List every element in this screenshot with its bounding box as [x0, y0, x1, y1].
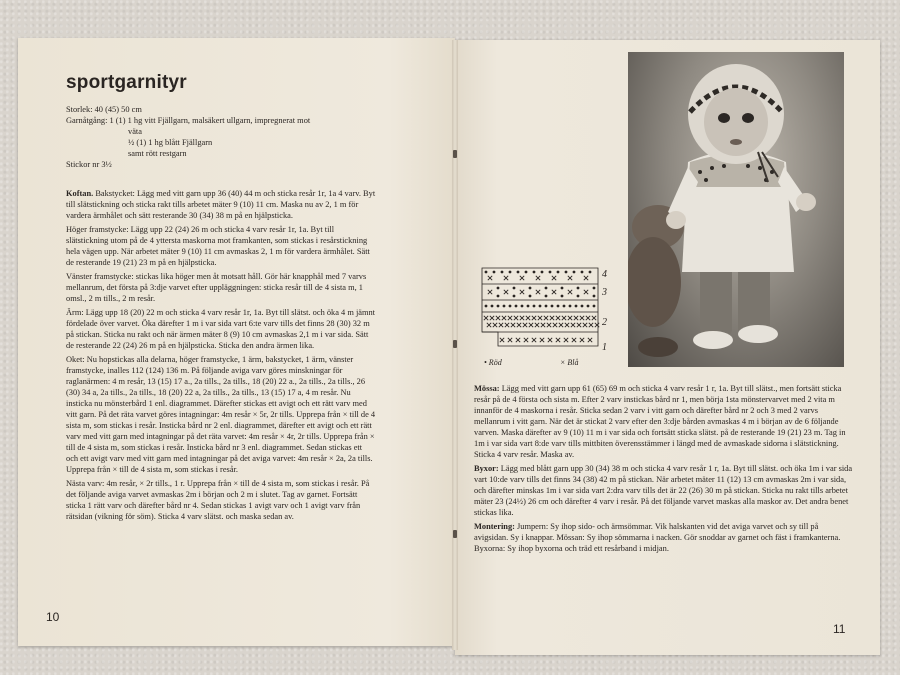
instruction-paragraph	[66, 354, 376, 475]
chart-blue-stitch	[544, 316, 548, 320]
yarn-line-2: väta	[128, 127, 142, 136]
chart-blue-stitch	[562, 316, 566, 320]
paragraph-text: Lägg med vitt garn upp 61 (65) 69 m och sticka 4 varv resår 1 r, 1a. Byt till slätst., men fortsätt sticka resår på de 4 första och sista m. Efter 2 varv instickas bård nr 1, men börja 1sta mönstervarvet med 2 vita m innanför de 4 maskorna i resår. Sticka sedan 2 varv i vitt garn och därefter bård nr 2 och 3 med 2 varvs mellanrum i vitt garn. När det är stickat 2 varv efter den 3:dje bården avmaskas 4 m i början av de 6 följande varven. Maska därefter av 9 (10) 11 m i var sida och fortsätt sticka slätst. på de resterande 19 (21) 23 m. Tag in 1m i var sida vart 8:de varv tills mittbiten överensstämmer i längd med de avmaskade sidorna i slätstickning. Sticka 4 varv resår. Maska av.	[474, 384, 846, 459]
paragraph-lead: Mössa:	[474, 384, 500, 393]
chart-blue-stitch	[490, 316, 494, 320]
chart-blue-stitch	[550, 316, 554, 320]
legend-red: • Röd	[484, 358, 502, 367]
chart-blue-stitch	[532, 316, 536, 320]
chart-red-stitch	[503, 305, 506, 308]
chart-blue-stitch	[589, 323, 593, 327]
chart-red-stitch	[513, 287, 516, 290]
instruction-paragraph	[66, 224, 376, 268]
chart-blue-stitch	[552, 290, 556, 294]
chart-blue-stitch	[500, 338, 504, 342]
chart-red-stitch	[533, 305, 536, 308]
instruction-paragraph	[66, 188, 376, 221]
chart-blue-stitch	[484, 316, 488, 320]
staple-middle	[453, 340, 457, 348]
chart-blue-stitch	[568, 276, 572, 280]
chart-red-stitch	[509, 305, 512, 308]
chart-red-stitch	[525, 271, 528, 274]
paragraph-text: Bakstycket: Lägg med vitt garn upp 36 (40) 44 m och sticka resår 1r, 1a 4 varv. Byt till slätstickning och sticka rakt tills arbetet mäter 9 (10) 11 cm. Maska nu av 2, 1 m för vardera ärmhålet och sätt resterande 30 (34) 38 m på en hjälpsticka.	[66, 189, 376, 220]
paragraph-text: Vänster framstycke: stickas lika höger men åt motsatt håll. Gör här knapphål med 7 varvs mellanrum, det första på 3:dje varvet efter uppläggningen: sticka resår till de 4 sista m, 1 omsl., 2 m tills., 2 m resår.	[66, 272, 367, 303]
paragraph-text: Nästa varv: 4m resår, × 2r tills., 1 r. Upprepa från × till de 4 sista m, som stickas i resår. På det följande aviga varvet avmaskas 2m i början och 2 m i slutet. Tag av garnet. Fortsätt sticka 1 rätt varv och därefter bård nr 4. Sedan stickas 1 avigt varv och 1 avigt varv från rätsidan (vikning för söm). Sticka 4 varv slätst. och maska sedan av.	[66, 479, 370, 521]
chart-blue-stitch	[541, 323, 545, 327]
chart-blue-stitch	[584, 276, 588, 280]
pattern-spec	[66, 104, 396, 170]
chart-blue-stitch	[535, 323, 539, 327]
chart-red-stitch	[497, 295, 500, 298]
chart-red-stitch	[593, 295, 596, 298]
chart-red-stitch	[501, 271, 504, 274]
chart-red-stitch	[545, 287, 548, 290]
chart-blue-stitch	[508, 316, 512, 320]
chart-blue-stitch	[556, 338, 560, 342]
chart-blue-stitch	[538, 316, 542, 320]
chart-blue-stitch	[540, 338, 544, 342]
chart-row-1-label: 1	[602, 342, 607, 353]
chart-blue-stitch	[524, 338, 528, 342]
chart-red-stitch	[513, 295, 516, 298]
chart-red-stitch	[509, 271, 512, 274]
chart-blue-stitch	[588, 338, 592, 342]
chart-red-stitch	[533, 271, 536, 274]
chart-red-stitch	[569, 305, 572, 308]
staple-top	[453, 150, 457, 158]
chart-blue-stitch	[583, 323, 587, 327]
chart-blue-stitch	[571, 323, 575, 327]
paragraph-lead: Koftan.	[66, 189, 94, 198]
chart-blue-stitch	[586, 316, 590, 320]
chart-red-stitch	[575, 305, 578, 308]
left-instructions	[66, 188, 376, 525]
chart-blue-stitch	[511, 323, 515, 327]
legend-blue: × Blå	[560, 358, 579, 367]
paragraph-text: Ärm: Lägg upp 18 (20) 22 m och sticka 4 varv resår 1r, 1a. Byt till slätst. och öka 4 m jämnt fördelade över varvet. Öka därefter 1 m i var sida vart 6:te varv tills det finns 28 (30) 32 m på stickan. Sticka nu rakt och när ärmen mäter 8 (9) 10 cm avmaskas 2,1 m i var sida. Sätt de resterande 22 (24) 26 m på en hjälpsticka. Sticka den andra ärmen lika.	[66, 308, 376, 350]
chart-red-stitch	[589, 271, 592, 274]
chart-red-stitch	[517, 271, 520, 274]
chart-red-stitch	[545, 295, 548, 298]
chart-red-stitch	[577, 295, 580, 298]
chart-blue-stitch	[584, 290, 588, 294]
chart-blue-stitch	[504, 276, 508, 280]
chart-blue-stitch	[529, 323, 533, 327]
chart-red-stitch	[593, 287, 596, 290]
instruction-paragraph	[66, 478, 376, 522]
chart-blue-stitch	[580, 338, 584, 342]
chart-blue-stitch	[493, 323, 497, 327]
chart-blue-stitch	[488, 276, 492, 280]
staple-bottom	[453, 530, 457, 538]
yarn-line-4: samt rött restgarn	[128, 149, 187, 158]
chart-blue-stitch	[520, 290, 524, 294]
chart-red-stitch	[497, 287, 500, 290]
chart-red-stitch	[551, 305, 554, 308]
chart-red-stitch	[561, 287, 564, 290]
chart-blue-stitch	[565, 323, 569, 327]
chart-blue-stitch	[536, 276, 540, 280]
chart-blue-stitch	[517, 323, 521, 327]
colorwork-chart	[478, 262, 618, 372]
chart-blue-stitch	[572, 338, 576, 342]
chart-red-stitch	[497, 305, 500, 308]
chart-blue-stitch	[559, 323, 563, 327]
page-number-left: 10	[46, 610, 60, 624]
chart-blue-stitch	[520, 276, 524, 280]
chart-blue-stitch	[532, 338, 536, 342]
chart-blue-stitch	[564, 338, 568, 342]
chart-red-stitch	[529, 295, 532, 298]
chart-red-stitch	[493, 271, 496, 274]
chart-red-stitch	[581, 305, 584, 308]
chart-blue-stitch	[508, 338, 512, 342]
paragraph-text: Oket: Nu hopstickas alla delarna, höger framstycke, 1 ärm, bakstycket, 1 ärm, vänster framstycke, inalles 112 (124) 136 m. På följande aviga varv göres minskningar för raglanärmen: 4 m resår, 13 (15) 17 a., 2a tills., 2a tills., 18 (20) 22 a., 2a tills., 2a tills., 26 (30) 34 a, 2a tills., 2a tills., 18 (20) 22 a, 2a tills., 2a tills., 13 (15) 17 a, 4 m resår. Nu insticka nu mönsterbård 1 enl. diagrammet. Därefter stickas ett avigt och ett rätt varv med vitt garn. På det räta varvet göres intagningar: 4m resår × 5r, 2r tills. Upprepa från × till de 4 sista m, som stickas i resår. Insticka bård nr 2 enl. diagrammet, därefter ett avigt och ett rätt varv med vitt garn med intagningar på det räta varvet: 4m resår × 4r, 2r tills. Upprepa från × till de 4 sista m, som stickas i resår. Insticka bård nr 3 enl. diagrammet. Sedan stickas ett och ett avigt varv med vitt garn med intagningar på det aviga varvet: 4m resår × 2a, 2a tills. Upprepa från × till de 4 sista m, som stickas i resår.	[66, 355, 376, 474]
paragraph-text: Höger framstycke: Lägg upp 22 (24) 26 m och sticka 4 varv resår 1r, 1a. Byt till slätstickning utom på de 4 yttersta maskorna mot framkanten, som stickas i resårstickning hela vägen upp. När arbetet mäter 9 (10) 11 cm avmaskas 2, 1 m för vardera ärmhålet. Sätt de resterande 19 (21) 23 m på en hjälpsticka.	[66, 225, 370, 267]
chart-blue-stitch	[504, 290, 508, 294]
chart-blue-stitch	[556, 316, 560, 320]
chart-blue-stitch	[487, 323, 491, 327]
chart-blue-stitch	[516, 338, 520, 342]
chart-red-stitch	[587, 305, 590, 308]
chart-blue-stitch	[514, 316, 518, 320]
chart-red-stitch	[573, 271, 576, 274]
chart-blue-stitch	[499, 323, 503, 327]
chart-red-stitch	[577, 287, 580, 290]
instruction-paragraph	[66, 271, 376, 304]
chart-red-stitch	[557, 305, 560, 308]
needles-line: Stickor nr 3½	[66, 160, 112, 169]
chart-blue-stitch	[502, 316, 506, 320]
instruction-paragraph	[474, 521, 854, 554]
chart-red-stitch	[485, 305, 488, 308]
chart-red-stitch	[565, 271, 568, 274]
chart-row-3-label: 3	[602, 287, 607, 298]
chart-blue-stitch	[505, 323, 509, 327]
doll-photo	[628, 52, 844, 367]
instruction-paragraph	[66, 307, 376, 351]
chart-blue-stitch	[595, 323, 599, 327]
chart-red-stitch	[527, 305, 530, 308]
chart-row-4-label: 4	[602, 269, 607, 280]
chart-red-stitch	[515, 305, 518, 308]
chart-blue-stitch	[592, 316, 596, 320]
chart-red-stitch	[491, 305, 494, 308]
chart-row-2-label: 2	[602, 317, 607, 328]
paragraph-text: Jumpern: Sy ihop sido- och ärmsömmar. Vik halskanten vid det aviga varvet och sy till på avigsidan. Sy i knappar. Mössan: Sy ihop sömmarna i nacken. Gör snoddar av garnet och fäst i framkanterna. Byxorna: Sy ihop byxorna och träd ett resårband i midjan.	[474, 522, 841, 553]
right-instructions	[474, 383, 854, 557]
chart-red-stitch	[521, 305, 524, 308]
chart-blue-stitch	[552, 276, 556, 280]
chart-blue-stitch	[523, 323, 527, 327]
page-title: sportgarnityr	[66, 72, 187, 93]
instruction-paragraph	[474, 463, 854, 518]
chart-blue-stitch	[520, 316, 524, 320]
chart-red-stitch	[539, 305, 542, 308]
paragraph-lead: Byxor:	[474, 464, 499, 473]
size-line: Storlek: 40 (45) 50 cm	[66, 105, 142, 114]
chart-red-stitch	[593, 305, 596, 308]
chart-blue-stitch	[553, 323, 557, 327]
chart-red-stitch	[557, 271, 560, 274]
chart-red-stitch	[529, 287, 532, 290]
chart-red-stitch	[549, 271, 552, 274]
chart-blue-stitch	[496, 316, 500, 320]
chart-blue-stitch	[568, 290, 572, 294]
chart-red-stitch	[485, 271, 488, 274]
chart-blue-stitch	[488, 290, 492, 294]
paragraph-lead: Montering:	[474, 522, 515, 531]
chart-blue-stitch	[526, 316, 530, 320]
yarn-line-1: Garnåtgång: 1 (1) 1 hg vitt Fjällgarn, malsäkert ullgarn, impregnerat mot	[66, 116, 311, 125]
chart-blue-stitch	[577, 323, 581, 327]
chart-blue-stitch	[548, 338, 552, 342]
chart-red-stitch	[541, 271, 544, 274]
paragraph-text: Lägg med blått garn upp 30 (34) 38 m och sticka 4 varv resår 1 r, 1a. Byt till slätst. och öka 1m i var sida vart 10:de varv tills det finns 34 (38) 42 m på stickan. När arbetet mäter 11 (12) 13 cm avmaskas 2m i var sida, och därefter minskas 1m i var sida vart 2:dra varv tills det är 22 (26) 30 m på stickan. Sticka nu rakt tills arbetet mäter 23 (24½) 26 cm och därefter 4 varv i resår. På det följande varvet maskas alla maskor av. Det andra benet stickas lika.	[474, 464, 853, 517]
chart-blue-stitch	[536, 290, 540, 294]
chart-red-stitch	[563, 305, 566, 308]
chart-red-stitch	[545, 305, 548, 308]
chart-red-stitch	[581, 271, 584, 274]
chart-blue-stitch	[547, 323, 551, 327]
page-number-right: 11	[833, 622, 846, 636]
instruction-paragraph	[474, 383, 854, 460]
chart-red-stitch	[561, 295, 564, 298]
yarn-line-3: ½ (1) 1 hg blått Fjällgarn	[128, 138, 213, 147]
chart-blue-stitch	[568, 316, 572, 320]
chart-blue-stitch	[574, 316, 578, 320]
chart-blue-stitch	[580, 316, 584, 320]
